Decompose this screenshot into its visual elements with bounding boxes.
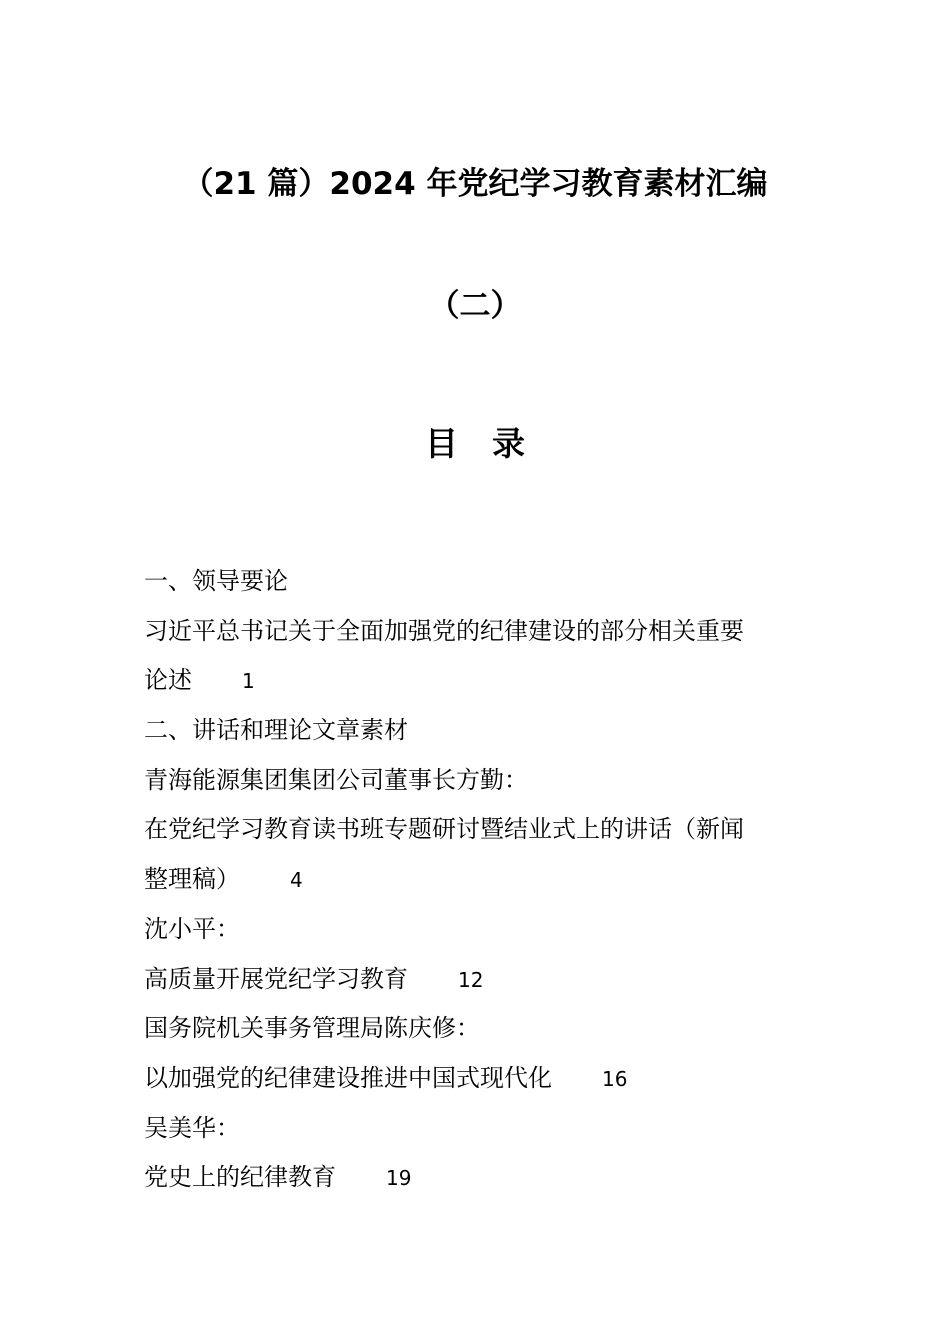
toc-entry-text: 在党纪学习教育读书班专题研讨暨结业式上的讲话（新闻 [144,815,744,844]
toc-entry [144,613,824,663]
toc-page-number: 12 [458,967,484,992]
toc-entry [144,961,824,1011]
toc-entry-text: 沈小平： [144,914,240,943]
toc-section-heading [144,712,824,762]
toc-entry-text: 论述 [144,666,192,695]
toc-entry-text: 青海能源集团集团公司董事长方勤： [144,765,528,794]
toc-page-number: 4 [290,868,303,893]
toc-page-number: 1 [242,669,255,694]
toc-entry [144,861,824,911]
toc-entry-text: 习近平总书记关于全面加强党的纪律建设的部分相关重要 [144,616,744,645]
toc-entry-text: 高质量开展党纪学习教育 [144,964,408,993]
toc-entry-text: 二、讲话和理论文章素材 [144,716,408,745]
toc-entry-text: 一、领导要论 [144,567,288,595]
toc-author [144,762,824,812]
toc-page-number: 16 [602,1066,628,1091]
toc-entry-text: 以加强党的纪律建设推进中国式现代化 [144,1063,552,1092]
toc-author [144,1110,824,1160]
toc-page-number: 19 [386,1166,412,1191]
table-of-contents [144,563,824,1209]
document-title: （21 篇）2024 年党纪学习教育素材汇编 [182,166,768,202]
toc-entry-text: 党史上的纪律教育 [144,1163,336,1192]
toc-entry-text: 吴美华： [144,1113,240,1142]
toc-section-heading [144,563,824,613]
toc-entry [144,1060,824,1110]
toc-entry-text: 整理稿） [144,865,240,894]
toc-entry [144,662,824,712]
toc-entry-text: 国务院机关事务管理局陈庆修： [144,1014,480,1043]
toc-heading: 目录 [425,424,559,463]
toc-author [144,1010,824,1060]
toc-author [144,911,824,961]
toc-entry [144,1159,824,1209]
toc-entry [144,811,824,861]
document-subtitle: （二） [428,288,522,324]
